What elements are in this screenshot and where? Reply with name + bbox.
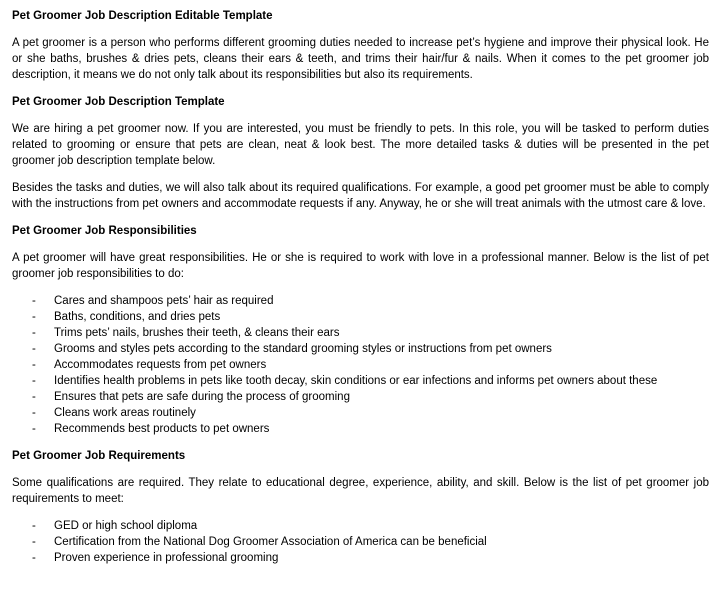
bullet-dash: - xyxy=(32,327,36,339)
bullet-dash: - xyxy=(32,552,36,564)
list-item xyxy=(12,341,709,357)
responsibilities-heading: Pet Groomer Job Responsibilities xyxy=(12,225,197,237)
responsibilities-list xyxy=(12,293,709,437)
bullet-dash: - xyxy=(32,407,36,419)
requirements-intro: Some qualifications are required. They relate to educational degree, experience, ability, and skill. Below is the list of pet groomer job requirements to meet: xyxy=(12,477,709,505)
list-item-text: Certification from the National Dog Groomer Association of America can be beneficial xyxy=(54,536,487,548)
list-item-text: Grooms and styles pets according to the standard grooming styles or instructions from pet owners xyxy=(54,343,552,355)
bullet-dash: - xyxy=(32,520,36,532)
list-item xyxy=(12,325,709,341)
list-item xyxy=(12,389,709,405)
list-item-text: Baths, conditions, and dries pets xyxy=(54,311,221,323)
bullet-dash: - xyxy=(32,423,36,435)
bullet-dash: - xyxy=(32,536,36,548)
template-heading: Pet Groomer Job Description Template xyxy=(12,96,225,108)
document-page xyxy=(12,8,709,577)
list-item-text: Identifies health problems in pets like tooth decay, skin conditions or ear infections and informs pet owners about these xyxy=(54,375,658,387)
list-item xyxy=(12,421,709,437)
list-item-text: Proven experience in professional grooming xyxy=(54,552,279,564)
list-item xyxy=(12,293,709,309)
requirements-heading: Pet Groomer Job Requirements xyxy=(12,450,186,462)
requirements-list xyxy=(12,518,709,566)
list-item xyxy=(12,518,709,534)
bullet-dash: - xyxy=(32,311,36,323)
template-paragraph-1: We are hiring a pet groomer now. If you are interested, you must be friendly to pets. In this role, you will be tasked to perform duties related to grooming or ensure that pets are clean, neat & look best. The more detailed tasks & duties will be presented in the pet groomer job description template below. xyxy=(12,123,709,167)
bullet-dash: - xyxy=(32,295,36,307)
list-item-text: Cleans work areas routinely xyxy=(54,407,196,419)
list-item-text: Ensures that pets are safe during the process of grooming xyxy=(54,391,350,403)
list-item xyxy=(12,534,709,550)
list-item xyxy=(12,373,709,389)
list-item xyxy=(12,405,709,421)
list-item-text: Cares and shampoos pets’ hair as required xyxy=(54,295,274,307)
list-item xyxy=(12,357,709,373)
bullet-dash: - xyxy=(32,375,36,387)
document-title: Pet Groomer Job Description Editable Template xyxy=(12,10,273,22)
list-item xyxy=(12,309,709,325)
list-item-text: Trims pets’ nails, brushes their teeth, & cleans their ears xyxy=(54,327,340,339)
list-item xyxy=(12,550,709,566)
template-paragraph-2: Besides the tasks and duties, we will also talk about its required qualifications. For example, a good pet groomer must be able to comply with the instructions from pet owners and accommodate requests if any. Anyway, he or she will treat animals with the utmost care & love. xyxy=(12,182,709,210)
intro-paragraph: A pet groomer is a person who performs different grooming duties needed to increase pet’s hygiene and improve their physical look. He or she baths, brushes & dries pets, cleans their ears & teeth, and trims their hair/fur & nails. When it comes to the pet groomer job description, it means we do not only talk about its responsibilities but also its requirements. xyxy=(12,37,709,81)
list-item-text: Recommends best products to pet owners xyxy=(54,423,270,435)
bullet-dash: - xyxy=(32,391,36,403)
list-item-text: Accommodates requests from pet owners xyxy=(54,359,267,371)
responsibilities-intro: A pet groomer will have great responsibilities. He or she is required to work with love in a professional manner. Below is the list of pet groomer job responsibilities to do: xyxy=(12,252,709,280)
bullet-dash: - xyxy=(32,343,36,355)
bullet-dash: - xyxy=(32,359,36,371)
list-item-text: GED or high school diploma xyxy=(54,520,198,532)
